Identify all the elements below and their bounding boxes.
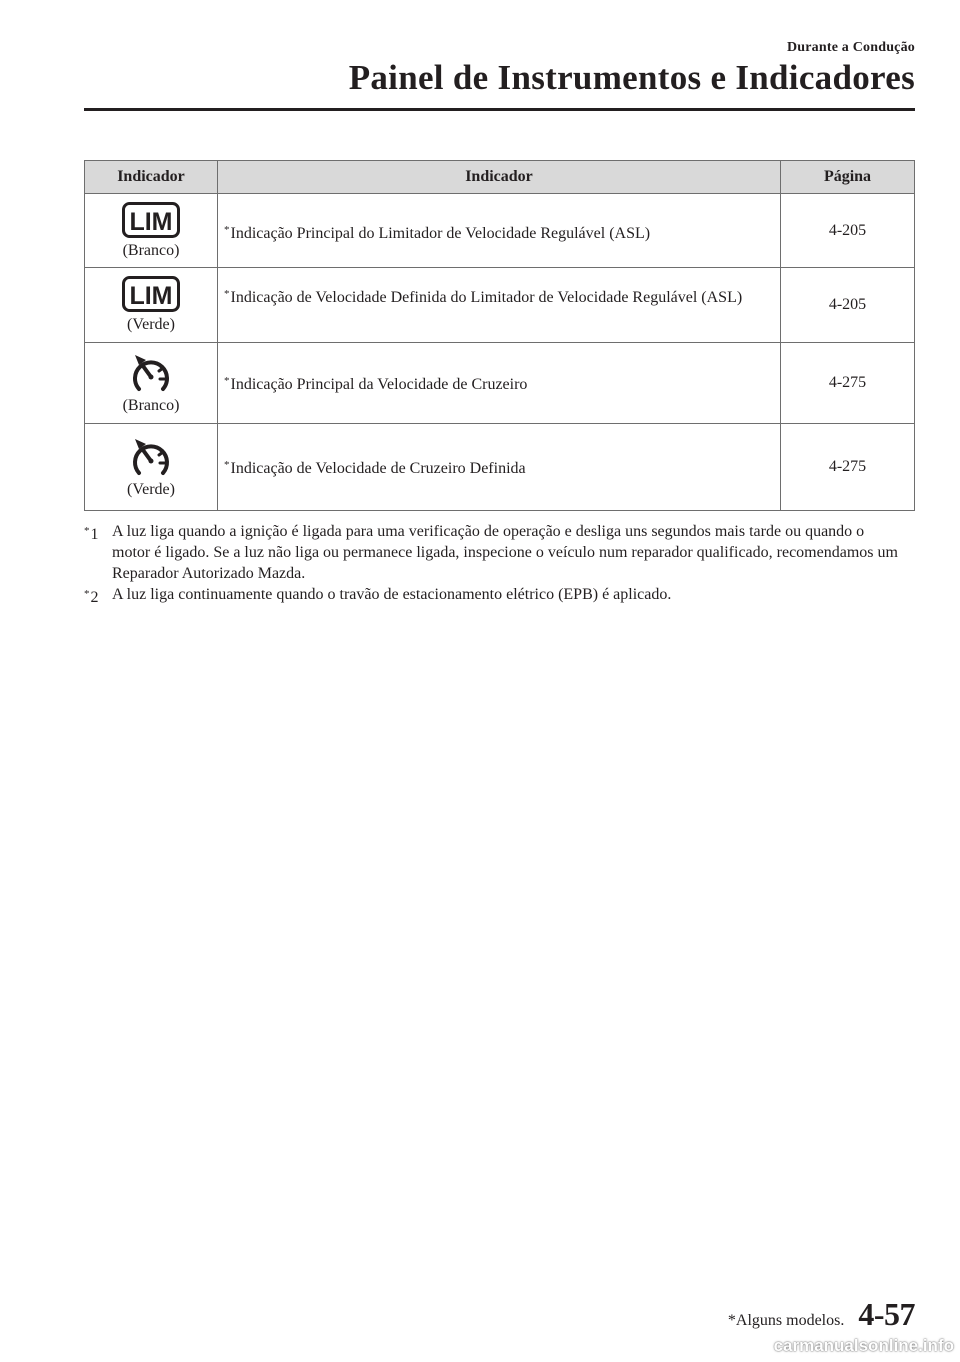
indicator-color-label: (Verde) bbox=[127, 316, 175, 333]
footnote-item bbox=[84, 521, 904, 584]
indicator-cell bbox=[85, 343, 218, 424]
cruise-control-icon bbox=[129, 435, 173, 477]
page-cell: 4-205 bbox=[781, 268, 915, 343]
svg-text:LIM: LIM bbox=[129, 282, 173, 310]
page-footer bbox=[728, 1296, 915, 1333]
indicator-color-label: (Verde) bbox=[127, 481, 175, 498]
footnote-text: A luz liga quando a ignição é ligada para uma verificação de operação e desliga uns segundos mais tarde ou quando o motor é ligado. Se a luz não liga ou permanece ligada, inspecione o veículo num reparador qualificado, recomendamos um Reparador Autorizado Mazda. bbox=[112, 523, 898, 582]
footnotes bbox=[84, 521, 904, 608]
indicator-color-label: (Branco) bbox=[122, 397, 180, 414]
svg-text:LIM: LIM bbox=[129, 207, 173, 236]
page-number: 4-57 bbox=[858, 1296, 915, 1332]
cruise-control-icon bbox=[129, 351, 173, 393]
lim-icon bbox=[122, 202, 180, 238]
table-header-row bbox=[85, 161, 915, 194]
indicator-cell bbox=[85, 268, 218, 343]
table-row bbox=[85, 268, 915, 343]
footnote-marker: * bbox=[224, 224, 230, 236]
indicator-cell bbox=[85, 194, 218, 268]
footnote-marker: * bbox=[224, 375, 230, 387]
table-row bbox=[85, 343, 915, 424]
watermark: carmanualsonline.info bbox=[773, 1336, 954, 1355]
indicator-description: Indicação Principal do Limitador de Velocidade Regulável (ASL) bbox=[230, 225, 651, 242]
page-cell: 4-275 bbox=[781, 343, 915, 424]
description-cell bbox=[218, 194, 781, 268]
indicator-description: Indicação de Velocidade Definida do Limitador de Velocidade Regulável (ASL) bbox=[230, 289, 743, 306]
page-header bbox=[349, 40, 915, 98]
column-header-page: Página bbox=[781, 161, 915, 194]
chapter-title: Painel de Instrumentos e Indicadores bbox=[348, 58, 915, 97]
column-header-indicator: Indicador bbox=[85, 161, 218, 194]
lim-icon bbox=[122, 276, 180, 312]
indicator-description: Indicação de Velocidade de Cruzeiro Definida bbox=[230, 460, 526, 477]
footnote-text: A luz liga continuamente quando o travão de estacionamento elétrico (EPB) é aplicado. bbox=[112, 586, 672, 603]
footnote-item bbox=[84, 584, 904, 608]
footnote-number: *1 bbox=[84, 525, 99, 543]
description-cell bbox=[218, 424, 781, 511]
column-header-description: Indicador bbox=[218, 161, 781, 194]
page-cell: 4-205 bbox=[781, 194, 915, 268]
section-label: Durante a Condução bbox=[786, 40, 915, 55]
footnote-marker: * bbox=[224, 288, 230, 300]
indicator-cell bbox=[85, 424, 218, 511]
page-cell: 4-275 bbox=[781, 424, 915, 511]
description-cell bbox=[218, 343, 781, 424]
footnote-marker: * bbox=[224, 459, 230, 471]
indicator-description: Indicação Principal da Velocidade de Cruzeiro bbox=[230, 376, 528, 393]
table-row bbox=[85, 194, 915, 268]
indicator-table bbox=[84, 160, 915, 511]
description-cell bbox=[218, 268, 781, 343]
table-row bbox=[85, 424, 915, 511]
indicator-color-label: (Branco) bbox=[122, 241, 180, 259]
models-footnote: *Alguns modelos. bbox=[727, 1312, 845, 1329]
footnote-number: *2 bbox=[84, 588, 99, 606]
header-rule bbox=[84, 108, 915, 111]
